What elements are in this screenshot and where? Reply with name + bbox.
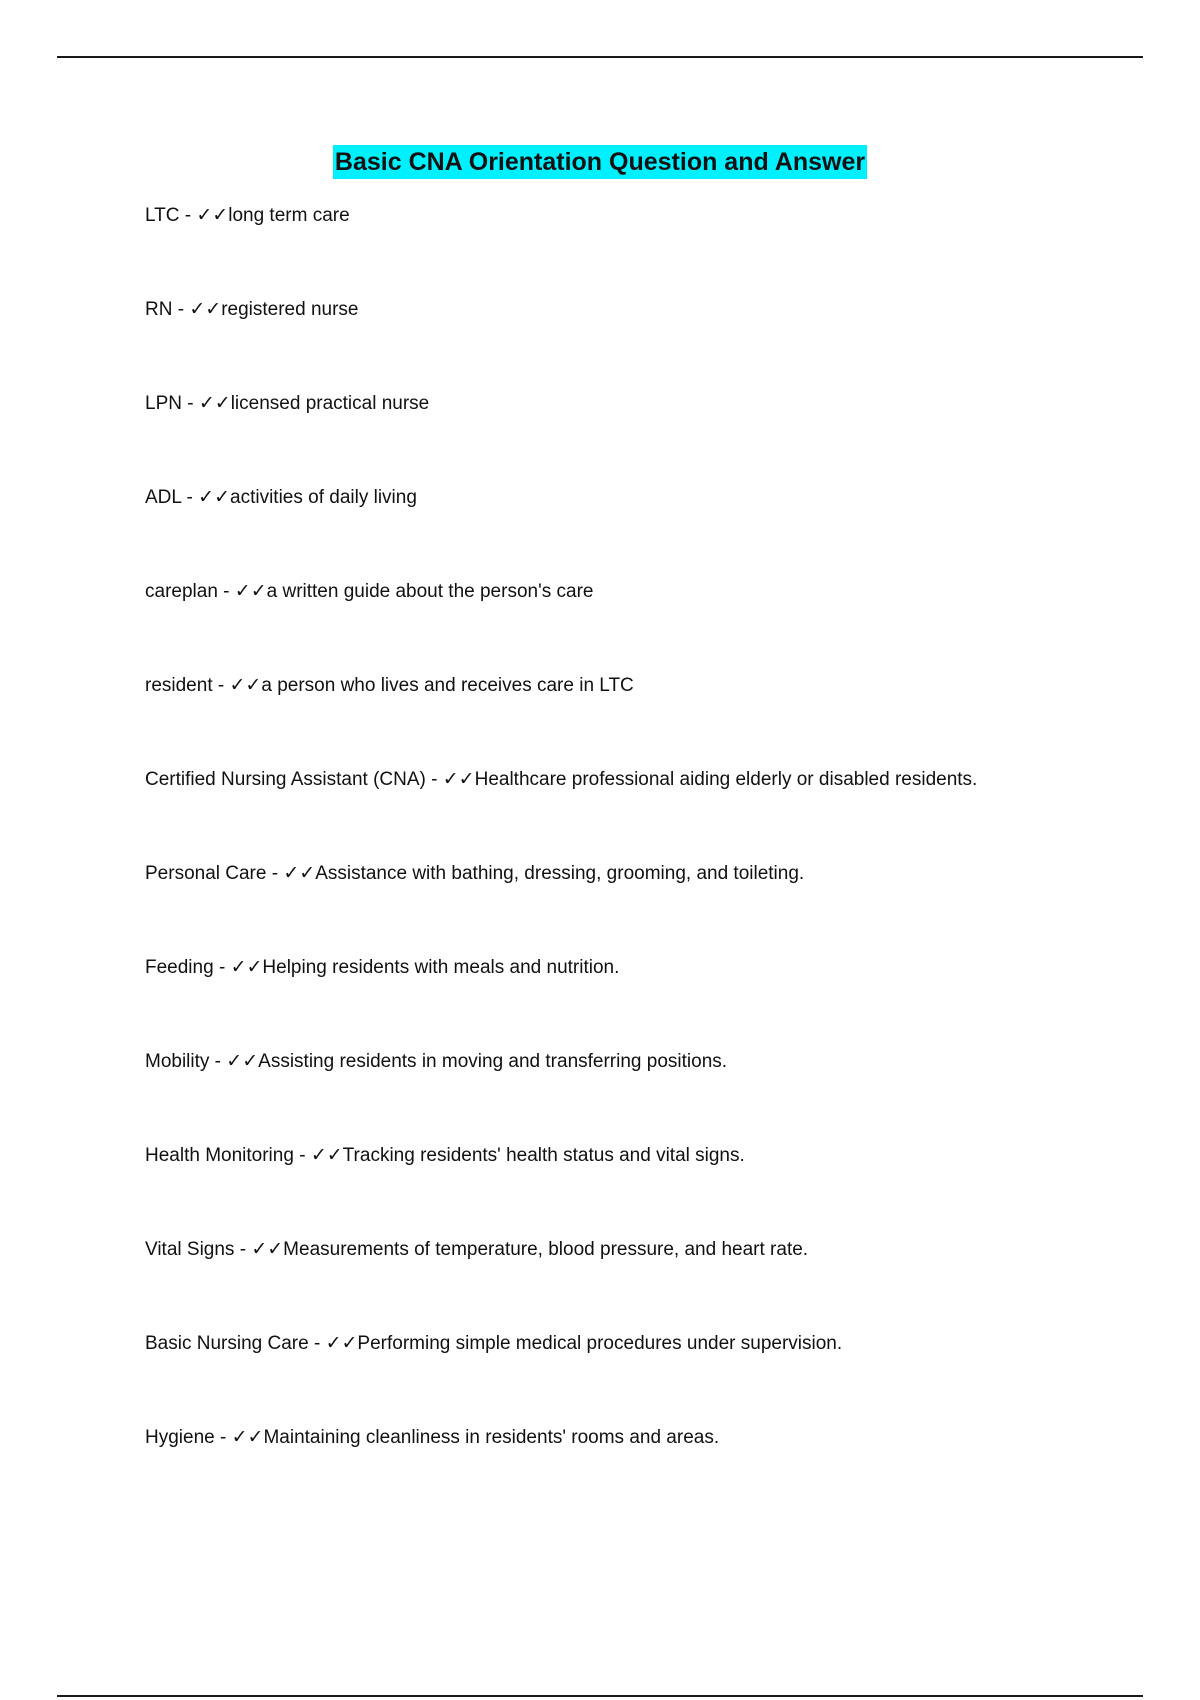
- entry-term: Basic Nursing Care: [145, 1333, 309, 1354]
- entry-answer: a written guide about the person's care: [266, 581, 594, 602]
- check-marks-icon: ✓✓: [283, 863, 316, 884]
- entry-term: resident: [145, 675, 213, 696]
- check-marks-icon: ✓✓: [226, 1051, 259, 1072]
- entry-separator: -: [293, 1145, 311, 1166]
- qa-entry: [145, 672, 1145, 766]
- qa-entry: [145, 296, 1145, 390]
- entry-separator: -: [425, 769, 443, 790]
- check-marks-icon: ✓✓: [198, 487, 230, 508]
- qa-entry: [145, 1330, 1145, 1424]
- entry-term: Personal Care: [145, 863, 267, 884]
- check-marks-icon: ✓✓: [234, 581, 267, 602]
- qa-entry: [145, 202, 1145, 296]
- title-container: [0, 145, 1200, 179]
- qa-entry: [145, 1236, 1145, 1330]
- document-title: Basic CNA Orientation Question and Answer: [333, 145, 867, 179]
- entry-answer: Tracking residents' health status and vital signs.: [342, 1145, 745, 1166]
- entry-term: Mobility: [145, 1051, 210, 1072]
- entry-term: LTC: [145, 205, 180, 226]
- entry-term: RN: [145, 299, 173, 320]
- entry-separator: -: [217, 581, 235, 602]
- entry-answer: Measurements of temperature, blood pressure, and heart rate.: [283, 1239, 809, 1260]
- entry-separator: -: [214, 1427, 232, 1448]
- entry-answer: activities of daily living: [230, 487, 417, 508]
- entry-answer: registered nurse: [221, 299, 359, 320]
- entry-answer: Assisting residents in moving and transferring positions.: [258, 1051, 728, 1072]
- entry-separator: -: [234, 1239, 252, 1260]
- entry-separator: -: [181, 393, 199, 414]
- entry-separator: -: [209, 1051, 227, 1072]
- header-rule: [57, 56, 1143, 58]
- footer-rule: [57, 1695, 1143, 1697]
- qa-entry: [145, 860, 1145, 954]
- qa-entry: [145, 578, 1145, 672]
- check-marks-icon: ✓✓: [442, 769, 475, 790]
- entry-separator: -: [212, 675, 230, 696]
- entry-separator: -: [213, 957, 231, 978]
- check-marks-icon: ✓✓: [196, 205, 229, 226]
- entry-separator: -: [172, 299, 190, 320]
- entry-term: ADL: [145, 487, 182, 508]
- qa-entry: [145, 1142, 1145, 1236]
- entry-answer: Maintaining cleanliness in residents' rooms and areas.: [263, 1427, 720, 1448]
- check-marks-icon: ✓✓: [231, 1427, 264, 1448]
- entry-answer: Healthcare professional aiding elderly or disabled residents.: [474, 769, 978, 790]
- entry-answer: a person who lives and receives care in LTC: [261, 675, 634, 696]
- entry-term: Hygiene: [145, 1427, 215, 1448]
- entry-separator: -: [179, 205, 197, 226]
- qa-entry: [145, 954, 1145, 1048]
- check-marks-icon: ✓✓: [251, 1239, 284, 1260]
- qa-entry: [145, 390, 1145, 484]
- entry-term: Feeding: [145, 957, 214, 978]
- check-marks-icon: ✓✓: [229, 675, 262, 696]
- qa-entry: [145, 484, 1145, 578]
- entry-separator: -: [181, 487, 199, 508]
- qa-list: [145, 202, 1145, 1518]
- qa-entry: [145, 1424, 1145, 1518]
- check-marks-icon: ✓✓: [230, 957, 263, 978]
- entry-term: Health Monitoring: [145, 1145, 294, 1166]
- entry-separator: -: [308, 1333, 326, 1354]
- qa-entry: [145, 1048, 1145, 1142]
- check-marks-icon: ✓✓: [198, 393, 231, 414]
- check-marks-icon: ✓✓: [325, 1333, 358, 1354]
- entry-term: careplan: [145, 581, 218, 602]
- check-marks-icon: ✓✓: [189, 299, 222, 320]
- check-marks-icon: ✓✓: [310, 1145, 343, 1166]
- entry-term: Certified Nursing Assistant (CNA): [145, 769, 426, 790]
- entry-answer: licensed practical nurse: [230, 393, 430, 414]
- entry-answer: Performing simple medical procedures under supervision.: [357, 1333, 843, 1354]
- entry-answer: Helping residents with meals and nutrition.: [262, 957, 620, 978]
- entry-answer: long term care: [228, 205, 350, 226]
- qa-entry: [145, 766, 1145, 860]
- entry-answer: Assistance with bathing, dressing, grooming, and toileting.: [315, 863, 805, 884]
- entry-term: Vital Signs: [145, 1239, 235, 1260]
- entry-separator: -: [266, 863, 284, 884]
- entry-term: LPN: [145, 393, 182, 414]
